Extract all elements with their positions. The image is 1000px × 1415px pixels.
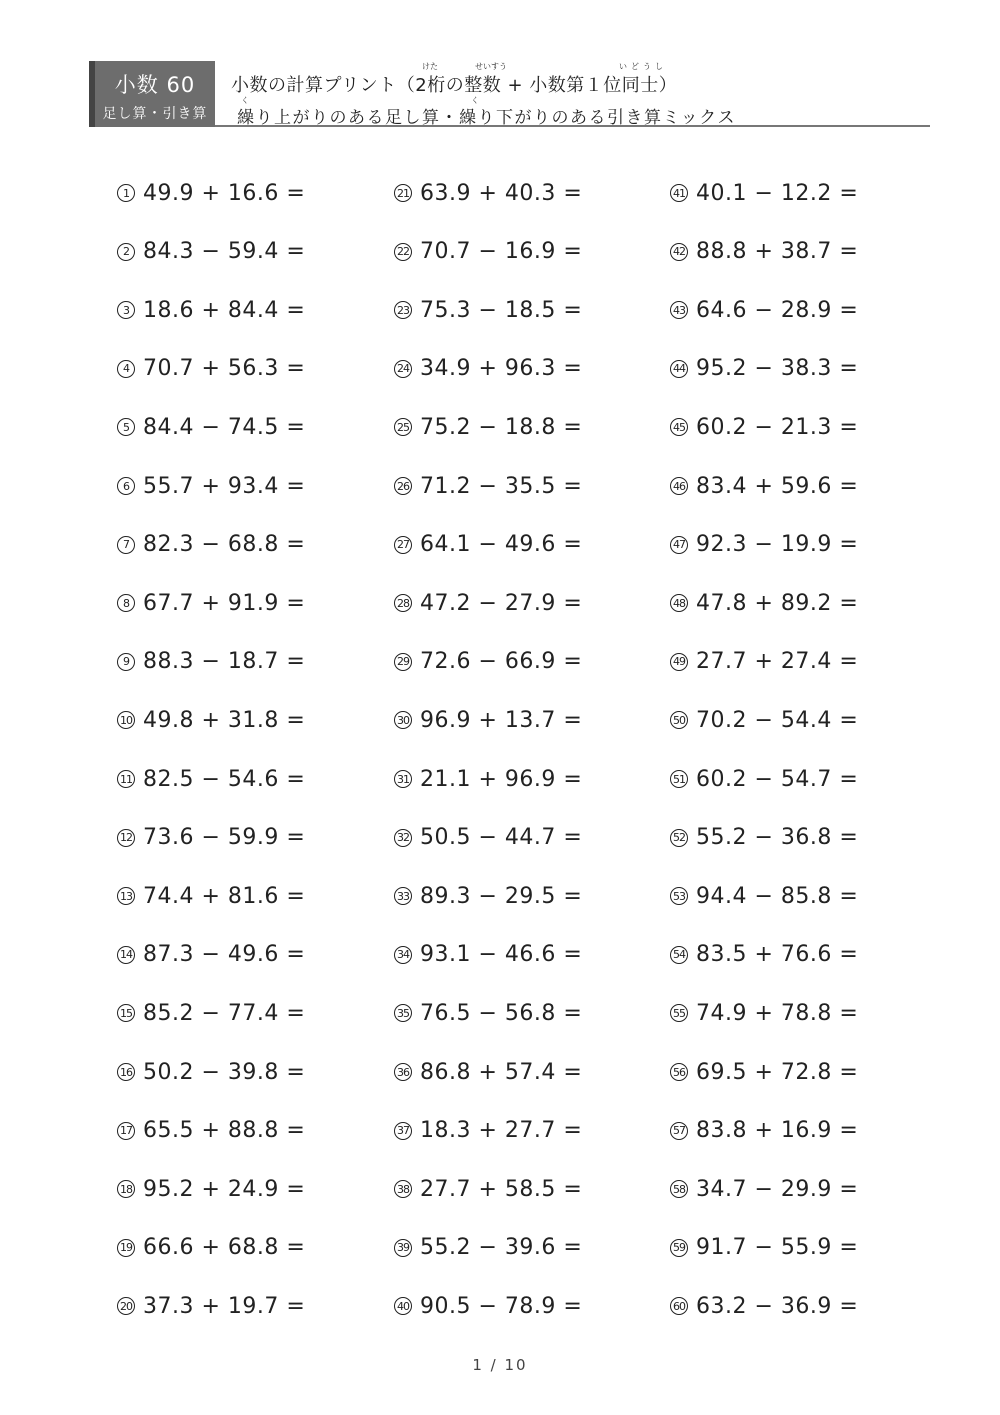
problem-number-circle: 11 <box>117 770 135 788</box>
problem-number-circle: 30 <box>394 711 412 729</box>
problem-number-circle: 42 <box>670 243 688 261</box>
problem-expression: 34.9 + 96.3 = <box>420 356 583 382</box>
problem-number-circle: 59 <box>670 1239 688 1257</box>
problem-expression: 64.6 − 28.9 = <box>696 297 859 323</box>
problem-item <box>394 940 582 970</box>
problem-number-circle: 35 <box>394 1004 412 1022</box>
problem-item <box>394 823 582 853</box>
problem-item <box>670 178 858 208</box>
problem-number-circle: 13 <box>117 887 135 905</box>
furigana-ku-2: く <box>471 96 479 105</box>
problem-item <box>670 530 858 560</box>
problem-number-circle: 58 <box>670 1180 688 1198</box>
problem-number-circle: 57 <box>670 1122 688 1140</box>
page-number: 1 / 10 <box>472 1356 528 1374</box>
problem-expression: 49.8 + 31.8 = <box>143 707 306 733</box>
problem-number-circle: 6 <box>117 477 135 495</box>
problem-number-circle: 56 <box>670 1063 688 1081</box>
badge-subtitle: 足し算・引き算 <box>102 106 208 122</box>
problem-number-circle: 51 <box>670 770 688 788</box>
problem-expression: 63.2 − 36.9 = <box>696 1293 859 1319</box>
problem-item <box>670 647 858 677</box>
problem-expression: 88.3 − 18.7 = <box>143 649 306 675</box>
problem-item <box>394 1116 582 1146</box>
problem-item <box>670 823 858 853</box>
problem-expression: 75.2 − 18.8 = <box>420 414 583 440</box>
problem-expression: 55.7 + 93.4 = <box>143 473 306 499</box>
problem-expression: 89.3 − 29.5 = <box>420 883 583 909</box>
problem-number-circle: 19 <box>117 1239 135 1257</box>
problem-number-circle: 9 <box>117 653 135 671</box>
problem-item <box>117 412 305 442</box>
worksheet-title: 小数の計算プリント（2桁の整数 + 小数第１位同士） <box>231 75 678 96</box>
problem-item <box>670 1291 858 1321</box>
problem-expression: 27.7 + 58.5 = <box>420 1176 583 1202</box>
problem-item <box>117 647 305 677</box>
problem-expression: 84.3 − 59.4 = <box>143 239 306 265</box>
problem-number-circle: 27 <box>394 536 412 554</box>
problem-item <box>670 295 858 325</box>
problem-number-circle: 48 <box>670 594 688 612</box>
problem-expression: 73.6 − 59.9 = <box>143 825 306 851</box>
problem-expression: 96.9 + 13.7 = <box>420 707 583 733</box>
problem-item <box>670 1057 858 1087</box>
problem-item <box>394 412 582 442</box>
problem-expression: 70.7 + 56.3 = <box>143 356 306 382</box>
problem-item <box>394 237 582 267</box>
worksheet-badge <box>89 61 215 127</box>
problem-number-circle: 32 <box>394 829 412 847</box>
problem-item <box>670 588 858 618</box>
problem-item <box>670 881 858 911</box>
problem-expression: 72.6 − 66.9 = <box>420 649 583 675</box>
problem-number-circle: 4 <box>117 360 135 378</box>
problem-item <box>117 178 305 208</box>
problem-expression: 82.3 − 68.8 = <box>143 532 306 558</box>
problem-item <box>394 705 582 735</box>
problem-number-circle: 22 <box>394 243 412 261</box>
problem-number-circle: 60 <box>670 1297 688 1315</box>
problem-number-circle: 14 <box>117 946 135 964</box>
problem-number-circle: 15 <box>117 1004 135 1022</box>
problem-number-circle: 33 <box>394 887 412 905</box>
problem-number-circle: 16 <box>117 1063 135 1081</box>
problem-expression: 95.2 + 24.9 = <box>143 1176 306 1202</box>
problem-number-circle: 36 <box>394 1063 412 1081</box>
problem-expression: 21.1 + 96.9 = <box>420 766 583 792</box>
problem-item <box>117 1291 305 1321</box>
problem-item <box>117 471 305 501</box>
problem-item <box>394 1057 582 1087</box>
problem-number-circle: 44 <box>670 360 688 378</box>
badge-title: 小数 60 <box>114 73 196 97</box>
problem-expression: 18.3 + 27.7 = <box>420 1118 583 1144</box>
problem-item <box>670 471 858 501</box>
problem-expression: 74.4 + 81.6 = <box>143 883 306 909</box>
problem-expression: 67.7 + 91.9 = <box>143 590 306 616</box>
problem-expression: 69.5 + 72.8 = <box>696 1059 859 1085</box>
problem-expression: 76.5 − 56.8 = <box>420 1000 583 1026</box>
problem-expression: 47.2 − 27.9 = <box>420 590 583 616</box>
problem-number-circle: 45 <box>670 418 688 436</box>
problem-number-circle: 7 <box>117 536 135 554</box>
problem-number-circle: 24 <box>394 360 412 378</box>
problem-item <box>117 295 305 325</box>
problem-item <box>670 412 858 442</box>
problem-number-circle: 46 <box>670 477 688 495</box>
problem-number-circle: 41 <box>670 184 688 202</box>
problem-item <box>394 354 582 384</box>
problem-number-circle: 38 <box>394 1180 412 1198</box>
problem-expression: 55.2 − 39.6 = <box>420 1235 583 1261</box>
problem-item <box>117 998 305 1028</box>
problem-expression: 60.2 − 54.7 = <box>696 766 859 792</box>
problem-expression: 75.3 − 18.5 = <box>420 297 583 323</box>
problem-item <box>670 354 858 384</box>
problem-item <box>670 764 858 794</box>
problem-item <box>117 940 305 970</box>
problem-number-circle: 23 <box>394 301 412 319</box>
problem-item <box>117 1174 305 1204</box>
problem-expression: 50.2 − 39.8 = <box>143 1059 306 1085</box>
problem-number-circle: 34 <box>394 946 412 964</box>
problem-expression: 83.8 + 16.9 = <box>696 1118 859 1144</box>
problem-item <box>394 588 582 618</box>
problem-number-circle: 2 <box>117 243 135 261</box>
problem-item <box>394 647 582 677</box>
problem-number-circle: 37 <box>394 1122 412 1140</box>
problem-number-circle: 40 <box>394 1297 412 1315</box>
problem-expression: 65.5 + 88.8 = <box>143 1118 306 1144</box>
problem-number-circle: 47 <box>670 536 688 554</box>
problem-item <box>670 940 858 970</box>
problem-item <box>394 530 582 560</box>
problem-number-circle: 39 <box>394 1239 412 1257</box>
problem-expression: 82.5 − 54.6 = <box>143 766 306 792</box>
problem-item <box>670 705 858 735</box>
problem-number-circle: 52 <box>670 829 688 847</box>
problem-expression: 40.1 − 12.2 = <box>696 180 859 206</box>
problem-item <box>117 823 305 853</box>
problem-number-circle: 31 <box>394 770 412 788</box>
problem-number-circle: 18 <box>117 1180 135 1198</box>
problem-item <box>117 705 305 735</box>
problem-item <box>117 1233 305 1263</box>
problem-number-circle: 54 <box>670 946 688 964</box>
problem-item <box>394 998 582 1028</box>
problem-item <box>117 1116 305 1146</box>
problem-item <box>394 1233 582 1263</box>
problem-number-circle: 21 <box>394 184 412 202</box>
problem-number-circle: 17 <box>117 1122 135 1140</box>
problem-item <box>670 237 858 267</box>
problem-item <box>394 881 582 911</box>
problem-expression: 64.1 − 49.6 = <box>420 532 583 558</box>
problem-item <box>117 530 305 560</box>
problem-item <box>394 471 582 501</box>
problem-expression: 88.8 + 38.7 = <box>696 239 859 265</box>
problem-number-circle: 49 <box>670 653 688 671</box>
problem-expression: 70.2 − 54.4 = <box>696 707 859 733</box>
problem-number-circle: 3 <box>117 301 135 319</box>
problem-item <box>117 237 305 267</box>
problem-expression: 86.8 + 57.4 = <box>420 1059 583 1085</box>
problem-item <box>117 764 305 794</box>
problem-number-circle: 1 <box>117 184 135 202</box>
problem-expression: 34.7 − 29.9 = <box>696 1176 859 1202</box>
problem-item <box>670 1233 858 1263</box>
furigana-seisuu: せいすう <box>475 62 507 71</box>
problem-number-circle: 28 <box>394 594 412 612</box>
problem-expression: 95.2 − 38.3 = <box>696 356 859 382</box>
problem-expression: 74.9 + 78.8 = <box>696 1000 859 1026</box>
problem-number-circle: 50 <box>670 711 688 729</box>
problem-expression: 90.5 − 78.9 = <box>420 1293 583 1319</box>
problem-item <box>117 354 305 384</box>
problem-expression: 94.4 − 85.8 = <box>696 883 859 909</box>
problem-expression: 93.1 − 46.6 = <box>420 942 583 968</box>
problem-item <box>394 1291 582 1321</box>
problem-expression: 37.3 + 19.7 = <box>143 1293 306 1319</box>
furigana-doushi: いどうし <box>619 62 667 71</box>
problem-number-circle: 55 <box>670 1004 688 1022</box>
problem-item <box>394 178 582 208</box>
worksheet-subtitle: 繰り上がりのある足し算・繰り下がりのある引き算ミックス <box>237 108 736 128</box>
problem-expression: 71.2 − 35.5 = <box>420 473 583 499</box>
problem-number-circle: 29 <box>394 653 412 671</box>
problem-item <box>394 1174 582 1204</box>
problem-number-circle: 8 <box>117 594 135 612</box>
problem-expression: 83.4 + 59.6 = <box>696 473 859 499</box>
problem-expression: 47.8 + 89.2 = <box>696 590 859 616</box>
problem-expression: 50.5 − 44.7 = <box>420 825 583 851</box>
problem-expression: 18.6 + 84.4 = <box>143 297 306 323</box>
problem-expression: 91.7 − 55.9 = <box>696 1235 859 1261</box>
problem-number-circle: 20 <box>117 1297 135 1315</box>
problem-expression: 63.9 + 40.3 = <box>420 180 583 206</box>
problem-expression: 92.3 − 19.9 = <box>696 532 859 558</box>
problem-item <box>394 295 582 325</box>
problem-number-circle: 53 <box>670 887 688 905</box>
problem-item <box>117 588 305 618</box>
problem-expression: 66.6 + 68.8 = <box>143 1235 306 1261</box>
furigana-ku-1: く <box>241 96 249 105</box>
problem-expression: 27.7 + 27.4 = <box>696 649 859 675</box>
problem-expression: 70.7 − 16.9 = <box>420 239 583 265</box>
problem-number-circle: 26 <box>394 477 412 495</box>
problem-expression: 49.9 + 16.6 = <box>143 180 306 206</box>
furigana-keta: けた <box>422 62 438 71</box>
problem-expression: 85.2 − 77.4 = <box>143 1000 306 1026</box>
problem-number-circle: 12 <box>117 829 135 847</box>
problem-expression: 60.2 − 21.3 = <box>696 414 859 440</box>
problem-item <box>394 764 582 794</box>
problem-number-circle: 5 <box>117 418 135 436</box>
title-area <box>215 61 930 127</box>
problem-number-circle: 43 <box>670 301 688 319</box>
problem-item <box>117 881 305 911</box>
problem-expression: 84.4 − 74.5 = <box>143 414 306 440</box>
problem-expression: 83.5 + 76.6 = <box>696 942 859 968</box>
problem-expression: 55.2 − 36.8 = <box>696 825 859 851</box>
problem-item <box>670 1116 858 1146</box>
problem-item <box>670 1174 858 1204</box>
problem-expression: 87.3 − 49.6 = <box>143 942 306 968</box>
problem-item <box>670 998 858 1028</box>
problem-item <box>117 1057 305 1087</box>
problem-number-circle: 10 <box>117 711 135 729</box>
problem-number-circle: 25 <box>394 418 412 436</box>
